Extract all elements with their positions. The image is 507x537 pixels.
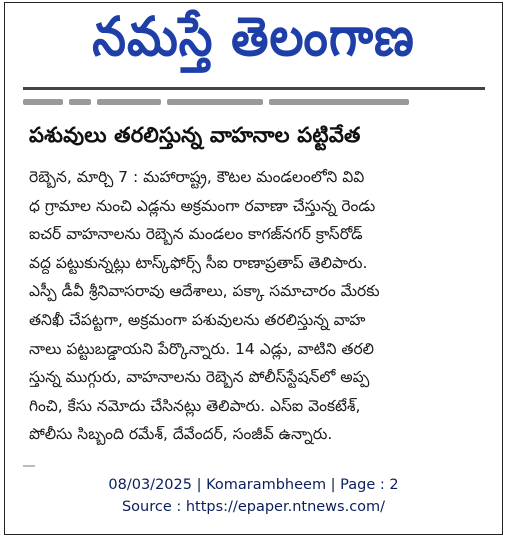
edition-info: 08/03/2025 | Komarambheem | Page : 2 [108, 477, 399, 493]
clipping-frame [4, 2, 503, 535]
article-headline: పశువులు తరలిస్తున్న వాహనాల పట్టివేత [29, 123, 361, 147]
article-line: వద్ద పట్టుకున్నట్లు టాస్క్‌ఫోర్స్ సీఐ రాణాప్రతాప్ తెలిపారు. [29, 253, 368, 272]
article-line: నాలు పట్టుబడ్డాయని పేర్కొన్నారు. 14 ఎడ్లు, వాటిని తరలి [29, 339, 375, 358]
cropped-mark [23, 465, 35, 467]
article-line: గించి, కేసు నమోదు చేసినట్లు తెలిపారు. ఎస్ఐ వెంకటేశ్, [29, 396, 361, 415]
article [29, 115, 481, 460]
article-line: స్తున్న ముగ్గురు, వాహనాలను రెబ్బెన పోలీస్‌స్టేషన్‌లో అప్ప [29, 368, 370, 387]
article-line: ఎస్పీ డీవీ శ్రీనివాసరావు ఆదేశాలు, పక్కా సమాచారం మేరకు [29, 282, 380, 301]
masthead [5, 3, 502, 85]
article-body [29, 163, 481, 449]
masthead-divider [23, 87, 485, 90]
cropped-text-strip [23, 93, 485, 109]
article-line: ధ గ్రామాల నుంచి ఎడ్లను అక్రమంగా రవాణా చేస్తున్న రెండు [29, 196, 376, 215]
article-line: రెబ్బెన, మార్చి 7 : మహారాష్ట్ర, కౌటల మండలంలోని వివి [29, 168, 365, 186]
article-line: ఐచర్ వాహనాలను రెబ్బెన మండలం కాగజ్‌నగర్ క్రాస్‌రోడ్ [29, 225, 363, 244]
article-line: పోలీసు సిబ్బంది రమేశ్, దేవేందర్, సంజీవ్ ఉన్నారు. [29, 425, 333, 444]
masthead-title: నమస్తే తెలంగాణ [92, 5, 415, 69]
source-link[interactable]: Source : https://epaper.ntnews.com/ [121, 499, 386, 515]
article-line: తనిఖీ చేపట్టగా, అక్రమంగా పశువులను తరలిస్తున్న వాహ [29, 310, 366, 329]
